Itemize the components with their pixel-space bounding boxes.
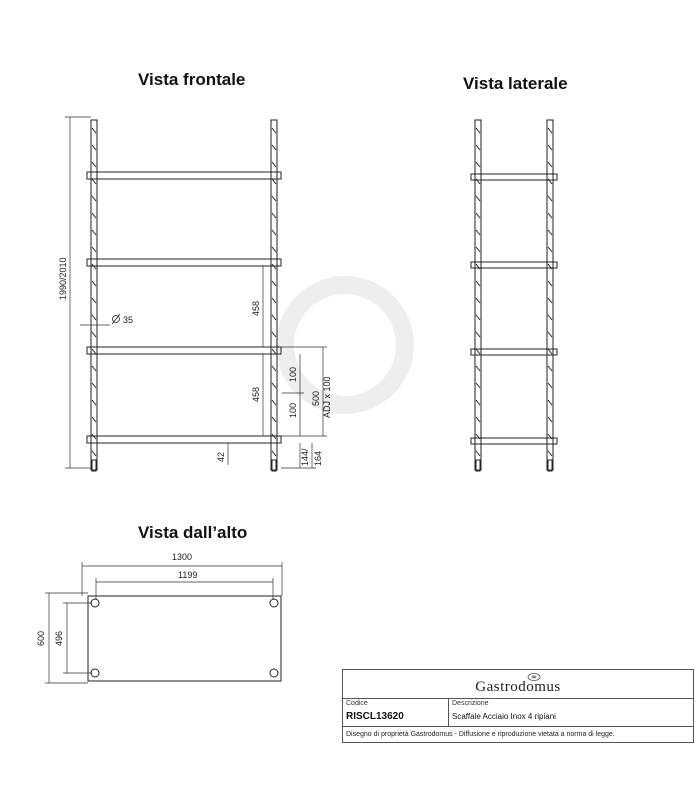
upright-hole-tick	[476, 230, 480, 235]
upright-hole-tick	[92, 213, 96, 218]
side-shelf-1	[471, 174, 557, 180]
top-post-bottom-right	[270, 669, 278, 677]
dim-adj-text: 500	[311, 390, 321, 406]
upright-hole-tick	[92, 451, 96, 456]
upright-hole-tick	[92, 162, 96, 167]
upright-hole-tick	[476, 400, 480, 405]
upright-hole-tick	[92, 179, 96, 184]
description-label: Descrizione	[452, 700, 489, 707]
upright-hole-tick	[548, 281, 552, 286]
upright-hole-tick	[476, 128, 480, 133]
side-view	[471, 120, 557, 471]
side-shelf-4	[471, 438, 557, 444]
upright-hole-tick	[476, 162, 480, 167]
dim-height-text: 1990/2010	[58, 257, 68, 300]
upright-hole-tick	[92, 196, 96, 201]
dim-overall-width-text: 1300	[172, 552, 193, 562]
upright-hole-tick	[272, 332, 276, 337]
upright-hole-tick	[476, 281, 480, 286]
dim-feet-b-text: 164	[313, 450, 323, 466]
dim-step-b-text: 100	[288, 402, 298, 418]
upright-hole-tick	[476, 196, 480, 201]
code-value: RISCL13620	[346, 711, 404, 722]
upright-hole-tick	[272, 400, 276, 405]
upright-hole-tick	[548, 332, 552, 337]
code-cell	[343, 698, 449, 726]
upright-hole-tick	[476, 451, 480, 456]
upright-hole-tick	[476, 298, 480, 303]
dim-diameter-text: 35	[123, 315, 134, 325]
side-upright-holes	[476, 128, 552, 456]
upright-hole-tick	[548, 247, 552, 252]
upright-hole-tick	[548, 349, 552, 354]
upright-hole-tick	[476, 315, 480, 320]
top-post-bottom-left	[91, 669, 99, 677]
front-view-title: Vista frontale	[138, 70, 246, 89]
dim-upper-gap-text: 458	[251, 300, 261, 316]
upright-hole-tick	[272, 451, 276, 456]
front-upright-holes	[92, 128, 276, 456]
upright-hole-tick	[92, 247, 96, 252]
dim-adj-label-text: ADJ x 100	[322, 376, 332, 418]
upright-hole-tick	[272, 383, 276, 388]
dim-bottom-clearance-text: 42	[216, 451, 226, 462]
upright-hole-tick	[272, 349, 276, 354]
upright-hole-tick	[272, 128, 276, 133]
upright-hole-tick	[92, 298, 96, 303]
upright-hole-tick	[272, 281, 276, 286]
side-shelf-3	[471, 349, 557, 355]
upright-hole-tick	[548, 213, 552, 218]
upright-hole-tick	[272, 417, 276, 422]
upright-hole-tick	[272, 162, 276, 167]
upright-hole-tick	[476, 417, 480, 422]
upright-hole-tick	[92, 383, 96, 388]
upright-hole-tick	[272, 230, 276, 235]
side-right-foot	[548, 460, 552, 471]
upright-hole-tick	[92, 281, 96, 286]
dim-lower-gap-text: 458	[251, 386, 261, 402]
upright-hole-tick	[272, 298, 276, 303]
upright-hole-tick	[272, 179, 276, 184]
watermark	[285, 285, 405, 405]
upright-hole-tick	[92, 417, 96, 422]
upright-hole-tick	[92, 128, 96, 133]
upright-hole-tick	[548, 417, 552, 422]
dim-feet-a-text: 144/	[300, 448, 310, 466]
upright-hole-tick	[92, 315, 96, 320]
upright-hole-tick	[548, 315, 552, 320]
dim-inner-width-text: 1199	[178, 570, 198, 580]
upright-hole-tick	[272, 315, 276, 320]
code-label: Codice	[346, 700, 368, 707]
upright-hole-tick	[92, 349, 96, 354]
front-shelf-2	[87, 259, 281, 266]
upright-hole-tick	[548, 145, 552, 150]
top-post-top-left	[91, 599, 99, 607]
top-view	[88, 596, 281, 681]
top-view-title: Vista dall’alto	[138, 523, 248, 542]
front-shelf-3	[87, 347, 281, 354]
side-shelf-2	[471, 262, 557, 268]
side-left-foot	[476, 460, 480, 471]
front-shelf-1	[87, 172, 281, 179]
title-block-info-row	[343, 698, 693, 727]
dim-step-a-text: 100	[288, 366, 298, 382]
upright-hole-tick	[92, 400, 96, 405]
front-left-foot	[92, 460, 96, 471]
title-block-footer: Disegno di proprietà Gastrodomus - Diffusione e riproduzione vietata a norma di legge.	[346, 731, 615, 738]
upright-hole-tick	[548, 196, 552, 201]
upright-hole-tick	[476, 332, 480, 337]
upright-hole-tick	[476, 366, 480, 371]
title-block-logo-row	[343, 670, 693, 699]
front-view	[87, 120, 281, 471]
upright-hole-tick	[548, 298, 552, 303]
brand-logo: Gastrodomus	[475, 679, 561, 695]
upright-hole-tick	[548, 383, 552, 388]
dim-inner-depth-text: 496	[54, 630, 64, 646]
upright-hole-tick	[92, 366, 96, 371]
description-value: Scaffale Acciaio Inox 4 ripiani	[452, 712, 556, 721]
upright-hole-tick	[476, 349, 480, 354]
top-dimensions	[45, 562, 282, 683]
upright-hole-tick	[272, 213, 276, 218]
upright-hole-tick	[272, 145, 276, 150]
upright-hole-tick	[476, 145, 480, 150]
upright-hole-tick	[272, 366, 276, 371]
title-block	[342, 669, 694, 743]
upright-hole-tick	[548, 400, 552, 405]
description-cell	[449, 698, 693, 726]
upright-hole-tick	[476, 213, 480, 218]
upright-hole-tick	[548, 128, 552, 133]
upright-hole-tick	[548, 366, 552, 371]
top-shelf-outline	[88, 596, 281, 681]
upright-hole-tick	[548, 451, 552, 456]
upright-hole-tick	[476, 247, 480, 252]
upright-hole-tick	[92, 332, 96, 337]
upright-hole-tick	[548, 230, 552, 235]
top-post-top-right	[270, 599, 278, 607]
upright-hole-tick	[476, 383, 480, 388]
upright-hole-tick	[548, 162, 552, 167]
dim-overall-depth-text: 600	[36, 630, 46, 646]
upright-hole-tick	[92, 230, 96, 235]
side-view-title: Vista laterale	[463, 74, 568, 93]
upright-hole-tick	[272, 247, 276, 252]
upright-hole-tick	[92, 145, 96, 150]
front-shelf-4	[87, 436, 281, 443]
front-right-foot	[272, 460, 276, 471]
upright-hole-tick	[272, 196, 276, 201]
